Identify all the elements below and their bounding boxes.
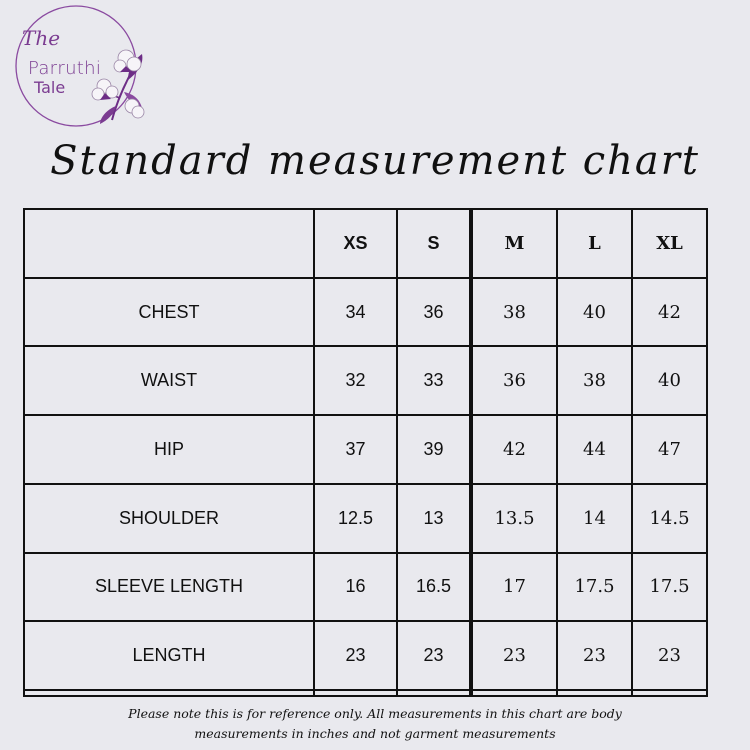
row-label: HIP <box>24 415 314 484</box>
table-cell: 36 <box>471 346 557 415</box>
table-cell: 37 <box>314 415 397 484</box>
row-label: CHEST <box>24 278 314 347</box>
table-cell: 47 <box>632 415 707 484</box>
table-cell: 12.5 <box>314 484 397 553</box>
table-cell: 14.5 <box>632 484 707 553</box>
footnote <box>40 704 710 744</box>
table-cell: 23 <box>314 621 397 690</box>
table-cell: 33 <box>397 346 471 415</box>
measurement-table <box>23 208 708 697</box>
brand-logo <box>8 2 148 132</box>
logo-text-name: Parruthi <box>28 58 102 79</box>
table-cell-empty <box>314 690 397 696</box>
page-title: Standard measurement chart <box>50 138 700 184</box>
table-cell: 39 <box>397 415 471 484</box>
footnote-line-2: measurements in inches and not garment measurements <box>194 726 556 741</box>
table-cell: 34 <box>314 278 397 347</box>
table-cell: 38 <box>557 346 632 415</box>
table-cell: 14 <box>557 484 632 553</box>
logo-text-the: The <box>22 26 61 50</box>
table-cell-empty <box>632 690 707 696</box>
table-row <box>24 553 707 622</box>
size-header-xs: XS <box>314 209 397 278</box>
table-row <box>24 484 707 553</box>
table-cell: 17.5 <box>557 553 632 622</box>
table-cell: 44 <box>557 415 632 484</box>
header-empty-cell <box>24 209 314 278</box>
size-header-m: M <box>471 209 557 278</box>
logo-text-tale: Tale <box>34 78 66 97</box>
size-header-l: L <box>557 209 632 278</box>
table-cell: 13 <box>397 484 471 553</box>
row-label: LENGTH <box>24 621 314 690</box>
footnote-line-1: Please note this is for reference only. All measurements in this chart are body <box>128 706 622 721</box>
table-cell-empty <box>557 690 632 696</box>
table-cell: 42 <box>471 415 557 484</box>
table-cell: 16.5 <box>397 553 471 622</box>
table-cell-empty <box>471 690 557 696</box>
table-cell: 23 <box>471 621 557 690</box>
table-cell: 17 <box>471 553 557 622</box>
row-label: WAIST <box>24 346 314 415</box>
row-label: SHOULDER <box>24 484 314 553</box>
table-cell: 38 <box>471 278 557 347</box>
table-row-empty <box>24 690 707 696</box>
table-header-row <box>24 209 707 278</box>
table-cell: 32 <box>314 346 397 415</box>
table-row <box>24 278 707 347</box>
table-cell: 40 <box>632 346 707 415</box>
table-cell-empty <box>397 690 471 696</box>
row-label: SLEEVE LENGTH <box>24 553 314 622</box>
table-cell: 40 <box>557 278 632 347</box>
table-cell: 17.5 <box>632 553 707 622</box>
table-row <box>24 621 707 690</box>
table-cell-empty <box>24 690 314 696</box>
table-cell: 13.5 <box>471 484 557 553</box>
table-row <box>24 346 707 415</box>
table-cell: 42 <box>632 278 707 347</box>
table-row <box>24 415 707 484</box>
table-cell: 23 <box>397 621 471 690</box>
table-cell: 16 <box>314 553 397 622</box>
table-cell: 36 <box>397 278 471 347</box>
table-cell: 23 <box>557 621 632 690</box>
size-header-xl: XL <box>632 209 707 278</box>
size-header-s: S <box>397 209 471 278</box>
table-cell: 23 <box>632 621 707 690</box>
